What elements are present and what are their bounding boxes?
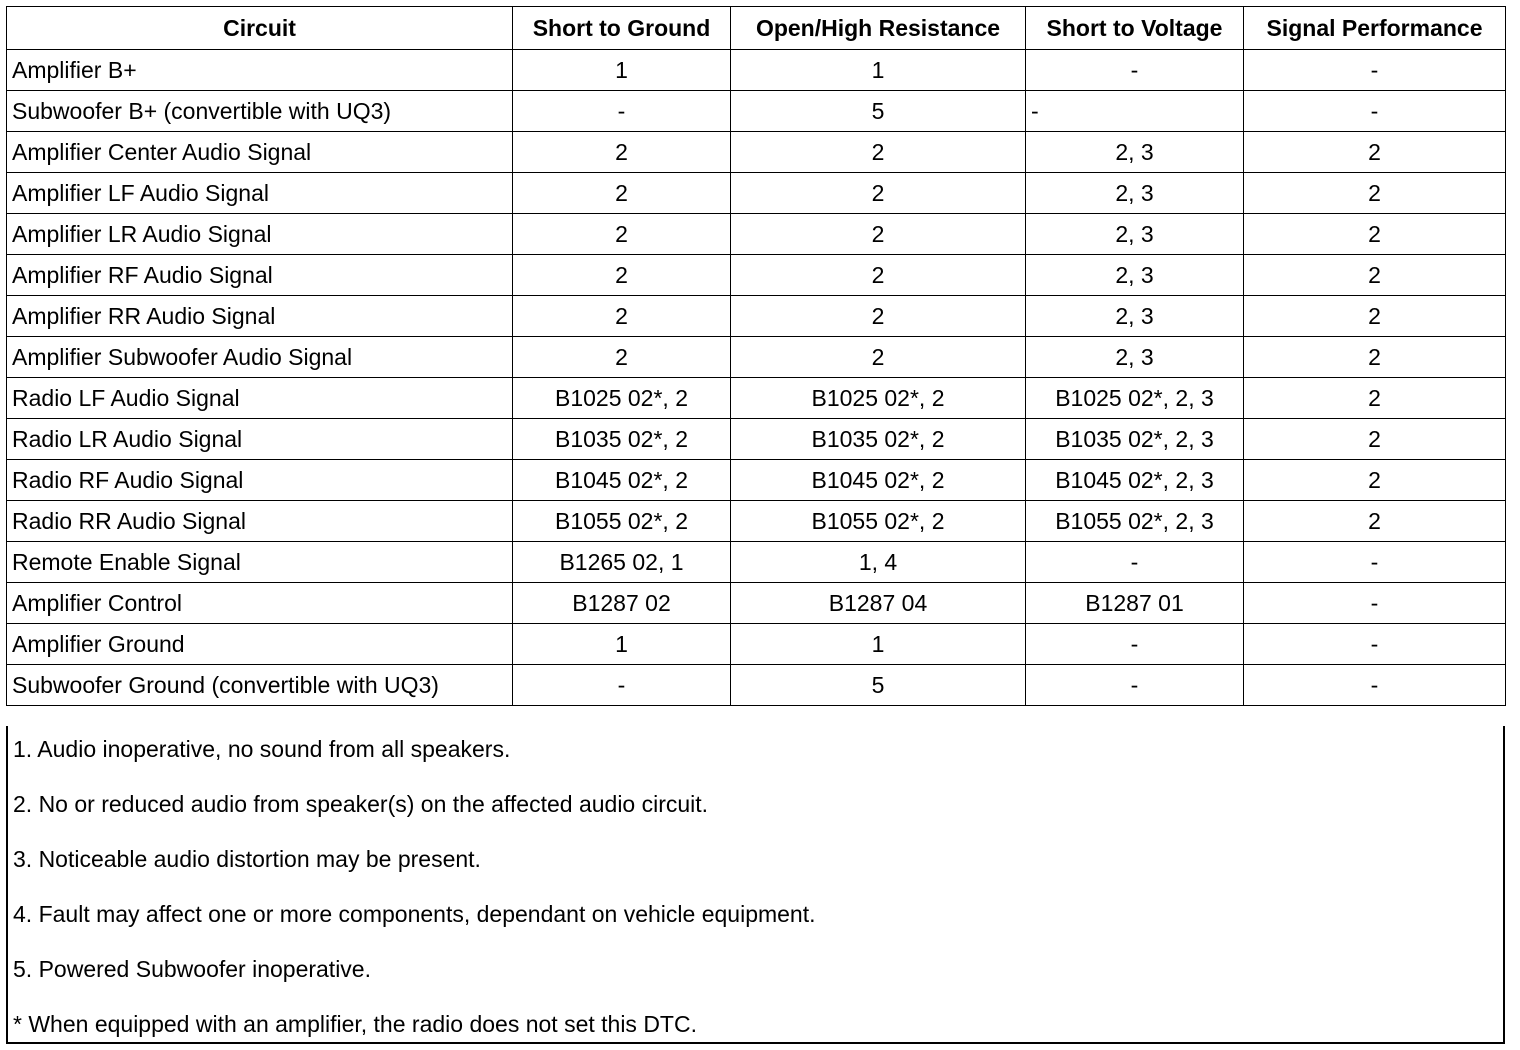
circuit-cell: Amplifier LF Audio Signal — [7, 173, 513, 214]
signal-performance-cell: 2 — [1244, 255, 1506, 296]
open-high-resistance-cell: 5 — [731, 91, 1026, 132]
short-to-voltage-cell: 2, 3 — [1026, 214, 1244, 255]
circuit-cell: Amplifier Ground — [7, 624, 513, 665]
signal-performance-cell: - — [1244, 665, 1506, 706]
short-to-voltage-cell: B1035 02*, 2, 3 — [1026, 419, 1244, 460]
open-high-resistance-cell: 2 — [731, 214, 1026, 255]
short-to-voltage-cell: 2, 3 — [1026, 296, 1244, 337]
signal-performance-cell: 2 — [1244, 460, 1506, 501]
table-row — [7, 501, 1506, 542]
circuit-cell: Amplifier RF Audio Signal — [7, 255, 513, 296]
open-high-resistance-cell: B1025 02*, 2 — [731, 378, 1026, 419]
circuit-cell: Amplifier LR Audio Signal — [7, 214, 513, 255]
circuit-cell: Radio RF Audio Signal — [7, 460, 513, 501]
signal-performance-cell: - — [1244, 542, 1506, 583]
open-high-resistance-cell: B1055 02*, 2 — [731, 501, 1026, 542]
header-short-to-voltage: Short to Voltage — [1026, 7, 1244, 50]
open-high-resistance-cell: B1045 02*, 2 — [731, 460, 1026, 501]
signal-performance-cell: 2 — [1244, 132, 1506, 173]
circuit-cell: Amplifier RR Audio Signal — [7, 296, 513, 337]
short-to-voltage-cell: B1055 02*, 2, 3 — [1026, 501, 1244, 542]
short-to-ground-cell: 2 — [513, 214, 731, 255]
short-to-ground-cell: 1 — [513, 50, 731, 91]
short-to-ground-cell: B1265 02, 1 — [513, 542, 731, 583]
table-header-row — [7, 7, 1506, 50]
table-row — [7, 419, 1506, 460]
table-row — [7, 583, 1506, 624]
footnote-2: 2. No or reduced audio from speaker(s) on the affected audio circuit. — [13, 791, 709, 817]
open-high-resistance-cell: 2 — [731, 255, 1026, 296]
signal-performance-cell: 2 — [1244, 214, 1506, 255]
short-to-voltage-cell: 2, 3 — [1026, 132, 1244, 173]
short-to-voltage-cell: 2, 3 — [1026, 173, 1244, 214]
table-row — [7, 173, 1506, 214]
short-to-ground-cell: 2 — [513, 132, 731, 173]
circuit-cell: Subwoofer Ground (convertible with UQ3) — [7, 665, 513, 706]
table-row — [7, 665, 1506, 706]
table-row — [7, 296, 1506, 337]
header-circuit: Circuit — [7, 7, 513, 50]
header-signal-performance: Signal Performance — [1244, 7, 1506, 50]
signal-performance-cell: 2 — [1244, 173, 1506, 214]
short-to-voltage-cell: - — [1026, 624, 1244, 665]
signal-performance-cell: - — [1244, 91, 1506, 132]
open-high-resistance-cell: 1, 4 — [731, 542, 1026, 583]
short-to-ground-cell: 2 — [513, 173, 731, 214]
table-row — [7, 214, 1506, 255]
short-to-ground-cell: B1035 02*, 2 — [513, 419, 731, 460]
footnote-5: 5. Powered Subwoofer inoperative. — [13, 956, 371, 982]
signal-performance-cell: 2 — [1244, 378, 1506, 419]
open-high-resistance-cell: 2 — [731, 132, 1026, 173]
circuit-cell: Radio LR Audio Signal — [7, 419, 513, 460]
header-short-to-ground: Short to Ground — [513, 7, 731, 50]
signal-performance-cell: - — [1244, 50, 1506, 91]
open-high-resistance-cell: 1 — [731, 624, 1026, 665]
footnotes-section — [6, 726, 1505, 1044]
signal-performance-cell: 2 — [1244, 296, 1506, 337]
circuit-cell: Amplifier Center Audio Signal — [7, 132, 513, 173]
short-to-voltage-cell: - — [1026, 50, 1244, 91]
short-to-ground-cell: 2 — [513, 296, 731, 337]
circuit-fault-table — [6, 6, 1506, 706]
signal-performance-cell: - — [1244, 624, 1506, 665]
short-to-ground-cell: 1 — [513, 624, 731, 665]
table-row — [7, 378, 1506, 419]
circuit-cell: Subwoofer B+ (convertible with UQ3) — [7, 91, 513, 132]
footnote-4: 4. Fault may affect one or more components, dependant on vehicle equipment. — [13, 901, 816, 927]
short-to-ground-cell: B1045 02*, 2 — [513, 460, 731, 501]
short-to-voltage-cell: - — [1026, 542, 1244, 583]
open-high-resistance-cell: 1 — [731, 50, 1026, 91]
footnote-asterisk: * When equipped with an amplifier, the radio does not set this DTC. — [13, 1011, 697, 1037]
circuit-cell: Remote Enable Signal — [7, 542, 513, 583]
open-high-resistance-cell: 2 — [731, 296, 1026, 337]
table-row — [7, 337, 1506, 378]
signal-performance-cell: 2 — [1244, 419, 1506, 460]
open-high-resistance-cell: B1035 02*, 2 — [731, 419, 1026, 460]
circuit-cell: Radio RR Audio Signal — [7, 501, 513, 542]
table-row — [7, 50, 1506, 91]
signal-performance-cell: - — [1244, 583, 1506, 624]
short-to-ground-cell: 2 — [513, 337, 731, 378]
short-to-voltage-cell: - — [1026, 665, 1244, 706]
signal-performance-cell: 2 — [1244, 337, 1506, 378]
header-open-high-resistance: Open/High Resistance — [731, 7, 1026, 50]
short-to-voltage-cell: - — [1026, 91, 1244, 132]
table-row — [7, 132, 1506, 173]
short-to-voltage-cell: B1045 02*, 2, 3 — [1026, 460, 1244, 501]
short-to-ground-cell: B1025 02*, 2 — [513, 378, 731, 419]
short-to-ground-cell: 2 — [513, 255, 731, 296]
short-to-voltage-cell: 2, 3 — [1026, 337, 1244, 378]
open-high-resistance-cell: 5 — [731, 665, 1026, 706]
short-to-voltage-cell: B1025 02*, 2, 3 — [1026, 378, 1244, 419]
short-to-ground-cell: - — [513, 91, 731, 132]
open-high-resistance-cell: B1287 04 — [731, 583, 1026, 624]
footnote-1: 1. Audio inoperative, no sound from all speakers. — [13, 736, 511, 762]
table-row — [7, 624, 1506, 665]
circuit-cell: Amplifier B+ — [7, 50, 513, 91]
circuit-cell: Radio LF Audio Signal — [7, 378, 513, 419]
short-to-voltage-cell: 2, 3 — [1026, 255, 1244, 296]
table-row — [7, 542, 1506, 583]
table-row — [7, 460, 1506, 501]
signal-performance-cell: 2 — [1244, 501, 1506, 542]
open-high-resistance-cell: 2 — [731, 173, 1026, 214]
short-to-ground-cell: B1287 02 — [513, 583, 731, 624]
table-row — [7, 255, 1506, 296]
short-to-ground-cell: - — [513, 665, 731, 706]
short-to-voltage-cell: B1287 01 — [1026, 583, 1244, 624]
table-row — [7, 91, 1506, 132]
open-high-resistance-cell: 2 — [731, 337, 1026, 378]
circuit-cell: Amplifier Control — [7, 583, 513, 624]
footnote-3: 3. Noticeable audio distortion may be present. — [13, 846, 481, 872]
short-to-ground-cell: B1055 02*, 2 — [513, 501, 731, 542]
circuit-cell: Amplifier Subwoofer Audio Signal — [7, 337, 513, 378]
